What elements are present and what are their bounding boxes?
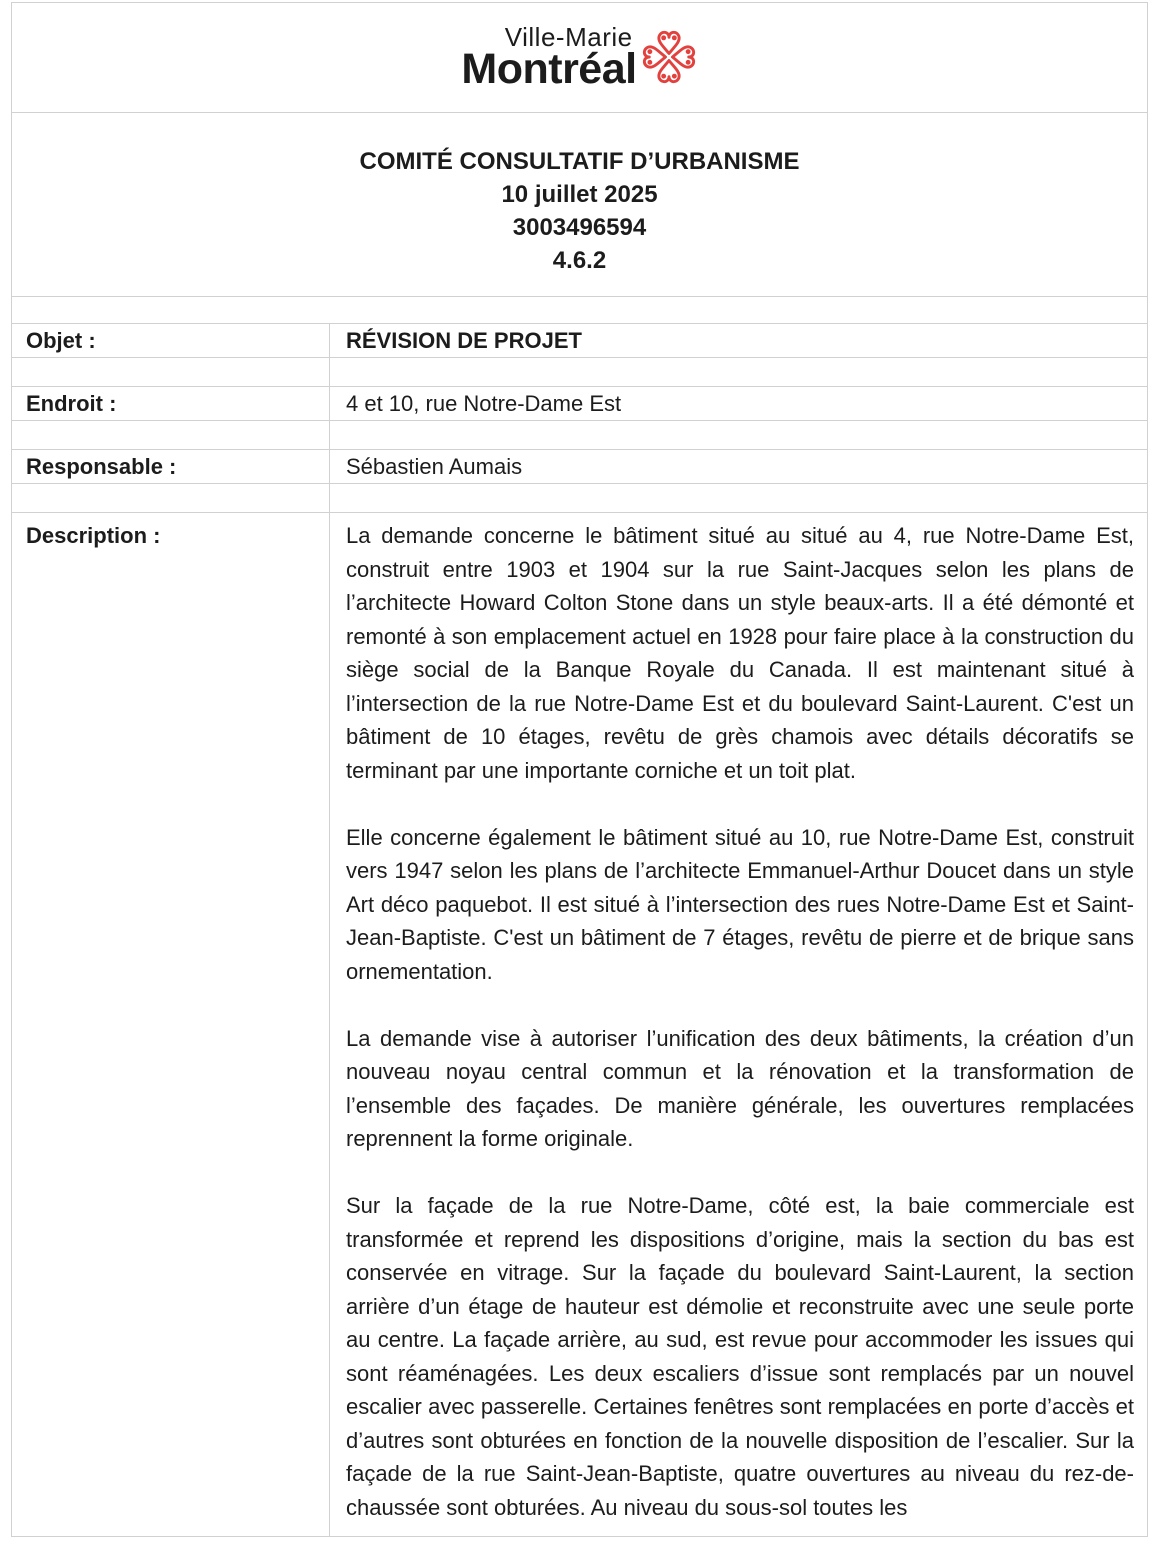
endroit-value: 4 et 10, rue Notre-Dame Est [346, 391, 622, 416]
description-text [330, 513, 1147, 1536]
dossier-number: 3003496594 [512, 214, 647, 241]
logo-borough-name: Ville-Marie [504, 21, 633, 52]
description-paragraph-3: La demande vise à autoriser l’unification des deux bâtiments, la création d’un nouveau noyau central commun et la rénovation et la transformation de l’ensemble des façades. De manière générale, les ouvertures remplacées reprennent la forme originale. [346, 1025, 1134, 1151]
field-row-objet [12, 324, 1147, 358]
montreal-rosette-icon [640, 28, 698, 86]
empty-value-cell [330, 421, 1147, 449]
empty-row [12, 484, 1147, 513]
empty-value-cell [330, 484, 1147, 512]
empty-label-cell [12, 358, 330, 386]
logo-city-name: Montréal [461, 45, 637, 94]
logo-wordmark [461, 21, 637, 94]
description-paragraph-4: Sur la façade de la rue Notre-Dame, côté est, la baie commerciale est transformée et reprend les dispositions d’origine, mais la section du bas est conservée en vitrage. Sur la façade du boulevard Saint-Laurent, la section arrière d’un étage de hauteur est démolie et reconstruite avec une seule porte au centre. La façade arrière, au sud, est revue pour accommoder les issues qui sont réaménagées. Les deux escaliers d’issue sont remplacés par un nouvel escalier avec passerelle. Certaines fenêtres sont remplacées en porte d’accès et d’autres sont obturées en fonction de la nouvelle disposition de l’escalier. Sur la façade de la rue Saint-Jean-Baptiste, quatre ouvertures au niveau du rez-de-chaussée sont obturées. Au niveau du sous-sol toutes les [346, 1193, 1134, 1520]
agenda-item-number: 4.6.2 [552, 247, 607, 274]
objet-label: Objet : [12, 324, 330, 357]
endroit-label: Endroit : [12, 387, 330, 420]
logo-header-row [12, 3, 1147, 113]
empty-row [12, 421, 1147, 450]
committee-document [11, 2, 1148, 1537]
title-block [12, 113, 1147, 297]
field-row-responsable [12, 450, 1147, 484]
description-paragraph-2: Elle concerne également le bâtiment situé au 10, rue Notre-Dame Est, construit vers 1947 selon les plans de l’architecte Emmanuel-Arthur Doucet dans un style Art déco paquebot. Il est situé à l’intersection des rues Notre-Dame Est et Saint-Jean-Baptiste. C'est un bâtiment de 7 étages, revêtu de pierre et de brique sans ornementation. [346, 824, 1134, 984]
description-row [12, 513, 1147, 1536]
description-label: Description : [12, 513, 330, 1536]
meeting-date: 10 juillet 2025 [501, 181, 658, 208]
empty-value-cell [330, 358, 1147, 386]
committee-title: COMITÉ CONSULTATIF D’URBANISME [359, 148, 800, 175]
field-row-endroit [12, 387, 1147, 421]
description-paragraph-1: La demande concerne le bâtiment situé au situé au 4, rue Notre-Dame Est, construit entre 1903 et 1904 sur la rue Saint-Jacques selon les plans de l’architecte Howard Colton Stone dans un style beaux-arts. Il a été démonté et remonté à son emplacement actuel en 1928 pour faire place à la construction du siège social de la Banque Royale du Canada. Il est maintenant situé à l’intersection de la rue Notre-Dame Est et du boulevard Saint-Laurent. C'est un bâtiment de 10 étages, revêtu de grès chamois avec détails décoratifs se terminant par une importante corniche et un toit plat. [346, 523, 1134, 783]
empty-row [12, 358, 1147, 387]
objet-value: RÉVISION DE PROJET [346, 328, 582, 353]
spacer-row [12, 297, 1147, 324]
responsable-value: Sébastien Aumais [346, 454, 523, 479]
empty-label-cell [12, 421, 330, 449]
ville-marie-montreal-logo [461, 21, 697, 94]
responsable-label: Responsable : [12, 450, 330, 483]
empty-label-cell [12, 484, 330, 512]
